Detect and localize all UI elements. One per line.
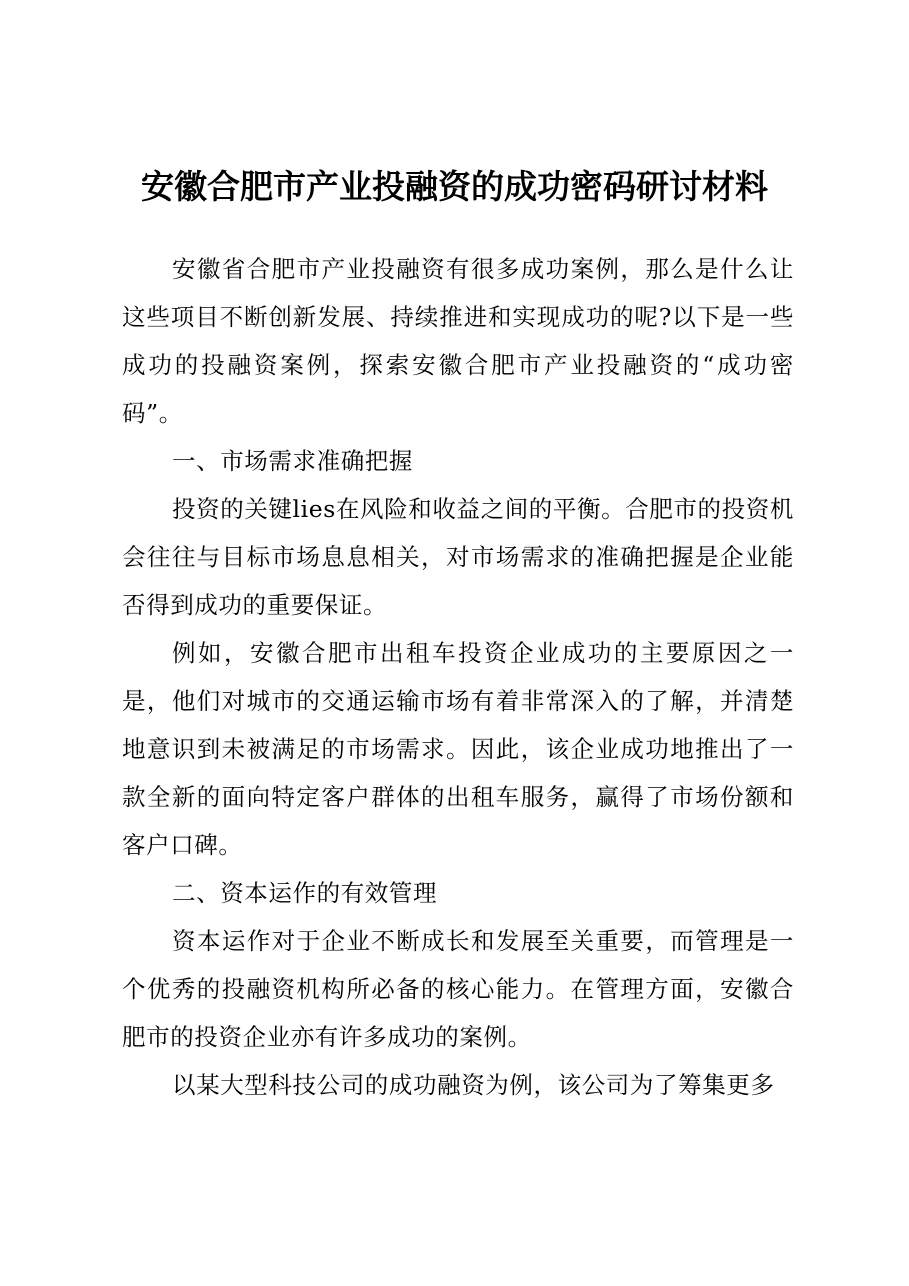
- document-body: [122, 245, 794, 1109]
- section-heading-1: 一、市场需求准确把握: [172, 447, 413, 475]
- body-paragraph: 以某大型科技公司的成功融资为例，该公司为了筹集更多: [172, 1071, 775, 1099]
- intro-paragraph: 安徽省合肥市产业投融资有很多成功案例，那么是什么让这些项目不断创新发展、持续推进和实现成功的呢?以下是一些成功的投融资案例，探索安徽合肥市产业投融资的“成功密码”。: [122, 255, 794, 427]
- body-paragraph: 资本运作对于企业不断成长和发展至关重要，而管理是一个优秀的投融资机构所必备的核心能力。在管理方面，安徽合肥市的投资企业亦有许多成功的案例。: [122, 927, 794, 1051]
- document-title: 安徽合肥市产业投融资的成功密码研讨材料: [141, 167, 768, 206]
- section-heading-2: 二、资本运作的有效管理: [172, 879, 438, 907]
- body-paragraph: 例如，安徽合肥市出租车投资企业成功的主要原因之一是，他们对城市的交通运输市场有着非常深入的了解，并清楚地意识到未被满足的市场需求。因此，该企业成功地推出了一款全新的面向特定客户群体的出租车服务，赢得了市场份额和客户口碑。: [122, 639, 794, 859]
- body-paragraph: 投资的关键lies在风险和收益之间的平衡。合肥市的投资机会往往与目标市场息息相关，对市场需求的准确把握是企业能否得到成功的重要保证。: [122, 495, 794, 619]
